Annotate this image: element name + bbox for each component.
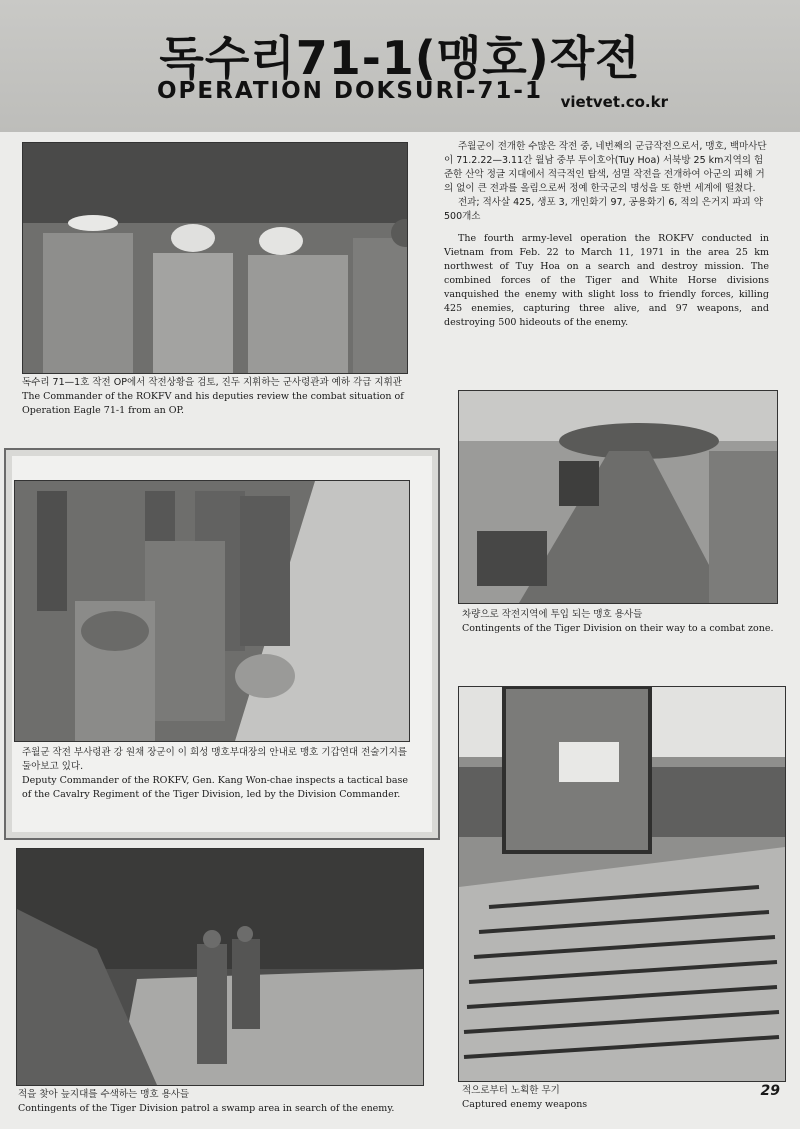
photo-tactical-base (14, 480, 410, 742)
caption-captured-weapons (462, 1084, 742, 1112)
caption-commanders-op (22, 376, 406, 418)
caption-english: Captured enemy weapons (462, 1099, 588, 1110)
page-title-korean: 독수리71-1(맹호)작전 (159, 31, 641, 85)
caption-korean: 적을 찾아 늪지대를 수색하는 맹호 용사들 (18, 1089, 190, 1100)
page-number: 29 (760, 1083, 780, 1099)
photo-vehicles-road (458, 390, 778, 604)
caption-korean: 주월군 작전 부사령관 강 원채 장군이 이 희성 맹호부대장의 안내로 맹호 기갑연대 전술기지를 둘아보고 있다. (22, 747, 407, 772)
caption-tactical-base (22, 746, 417, 802)
caption-vehicles (462, 608, 782, 636)
article-text (444, 140, 769, 330)
caption-english: Contingents of the Tiger Division on their way to a combat zone. (462, 623, 774, 634)
caption-english: Contingents of the Tiger Division patrol a swamp area in search of the enemy. (18, 1103, 395, 1114)
photo-swamp-patrol (16, 848, 424, 1086)
article-korean-body: 주월군이 전개한 수많은 작전 중, 네번째의 군급작전으로서, 맹호, 백마사단이 71.2.22—3.11간 월남 중부 투이호아(Tuy Hoa) 서북방 25 km지역의 험준한 산악 정글 지대에서 적극적인 탐색, 섬멸 작전을 전개하여 아군의 피해 거의 없이 큰 전과를 올림으로써 정예 한국군의 명성을 또 한번 세계에 떨쳤다. (444, 141, 767, 194)
caption-korean: 차량으로 작전지역에 투입 되는 맹호 용사들 (462, 609, 643, 620)
photo-commanders-op (22, 142, 408, 374)
site-url: vietvet.co.kr (560, 93, 668, 111)
article-korean-results: 전과; 적사살 425, 생포 3, 개인화기 97, 공용화기 6, 적의 은거지 파괴 약 500개소 (444, 197, 763, 222)
caption-korean: 적으로부터 노획한 무기 (462, 1085, 560, 1096)
caption-english: Deputy Commander of the ROKFV, Gen. Kang Won-chae inspects a tactical base of the Cavalry Regiment of the Tiger Division, led by the Division Commander. (22, 775, 409, 800)
photo-captured-weapons (458, 686, 786, 1082)
article-english-body: The fourth army-level operation the ROKFV conducted in Vietnam from Feb. 22 to March 11, 1971 in the area 25 km northwest of Tuy Hoa on a search and destroy mission. The combined forces of the Tiger and White Horse divisions vanquished the enemy with slight loss to friendly forces, killing 425 enemies, capturing three alive, and 97 weapons, and destroying 500 hideouts of the enemy. (444, 233, 769, 328)
page-title-english: OPERATION DOKSURI-71-1 (157, 78, 543, 104)
caption-korean: 독수리 71—1호 작전 OP에서 작전상황을 검토, 진두 지휘하는 군사령관과 예하 각급 지휘관 (22, 377, 402, 388)
caption-english: The Commander of the ROKFV and his deputies review the combat situation of Operation Eagle 71-1 from an OP. (22, 391, 404, 416)
caption-swamp-patrol (18, 1088, 428, 1116)
